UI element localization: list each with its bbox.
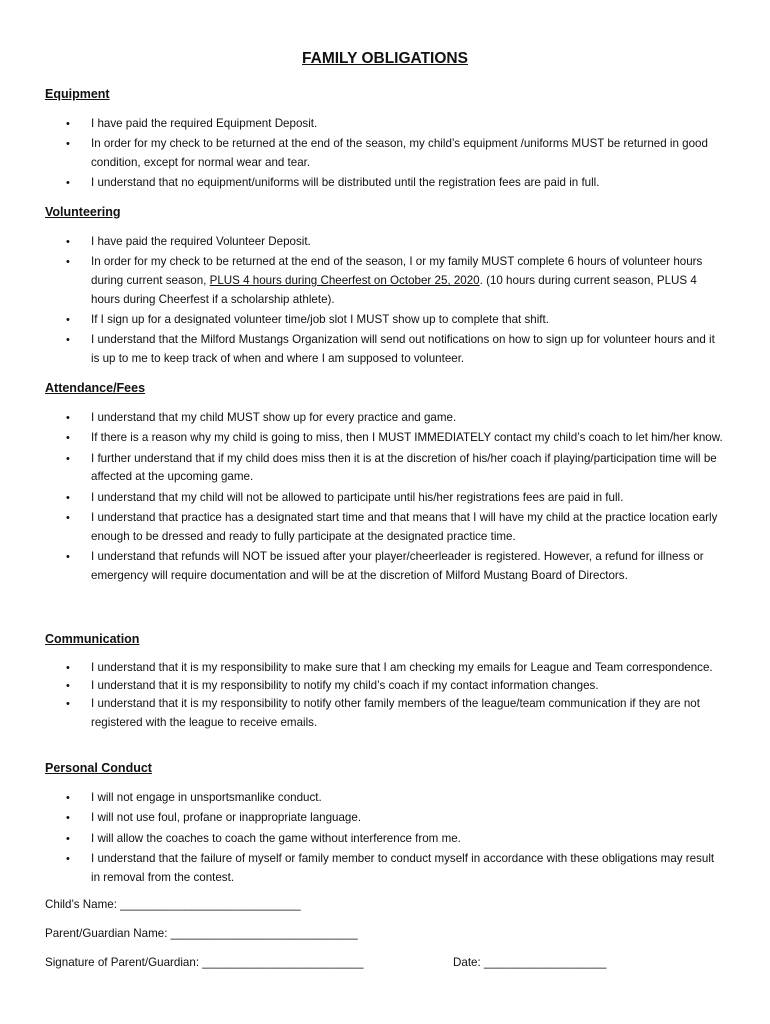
- list-item: • I understand that my child will not be allowed to participate until his/her registrations fees are paid in full.: [0, 489, 770, 508]
- bullet-icon: •: [66, 550, 70, 563]
- bullet-icon: •: [66, 852, 70, 865]
- bullet-icon: •: [66, 256, 70, 269]
- attendance-list: [0, 409, 770, 587]
- bullet-icon: •: [66, 177, 70, 190]
- list-item: • I will allow the coaches to coach the game without interference from me.: [0, 830, 770, 849]
- bullet-icon: •: [66, 452, 70, 465]
- parent-name-field: Parent/Guardian Name: _____________________________: [45, 927, 358, 940]
- list-item: • I understand that it is my responsibility to notify other family members of the league/team communication if they are not registered with the league to receive emails.: [66, 697, 700, 729]
- bullet-icon: •: [66, 662, 70, 674]
- section-heading-attendance: Attendance/Fees: [45, 381, 146, 395]
- date-field: Date: ___________________: [453, 956, 607, 969]
- list-item: • If I sign up for a designated volunteer time/job slot I MUST show up to complete that shift.: [0, 311, 770, 330]
- list-item: • I have paid the required Equipment Deposit.: [0, 115, 770, 134]
- bullet-icon: •: [66, 138, 70, 151]
- bullet-icon: •: [66, 792, 70, 804]
- bullet-icon: •: [66, 491, 70, 504]
- list-item: • I understand that no equipment/uniforms will be distributed until the registration fees are paid in full.: [0, 174, 770, 193]
- section-heading-communication: Communication: [45, 632, 140, 646]
- signature-field: Signature of Parent/Guardian: _________________________: [45, 956, 364, 969]
- cheerfest-date-text: PLUS 4 hours during Cheerfest on October 25, 2020: [209, 274, 480, 287]
- communication-list: [0, 659, 770, 732]
- bullet-icon: •: [66, 412, 70, 424]
- section-heading-volunteering: Volunteering: [45, 205, 121, 219]
- equipment-list: [0, 115, 770, 195]
- bullet-icon: •: [66, 680, 70, 693]
- list-item: • I understand that my child MUST show up for every practice and game.: [0, 409, 770, 428]
- list-item: • I further understand that if my child does miss then it is at the discretion of his/her coach if playing/participation time will be affected at the upcoming game.: [66, 451, 717, 484]
- list-item: • In order for my check to be returned at the end of the season, my child’s equipment /uniforms MUST be returned in good condition, except for normal wear and tear.: [66, 137, 708, 169]
- child-name-field: Child’s Name: ____________________________: [45, 898, 301, 911]
- list-item: • I understand that it is my responsibility to make sure that I am checking my emails for League and Team correspondence.: [0, 659, 770, 677]
- list-item: • I have paid the required Volunteer Deposit.: [0, 233, 770, 252]
- bullet-icon: •: [66, 812, 70, 825]
- conduct-list: [0, 789, 770, 889]
- section-heading-equipment: Equipment: [45, 87, 110, 101]
- list-item: • I understand that practice has a designated start time and that means that I will have my child at the practice location early enough to be dressed and ready to fully participate at the designated practice time.: [66, 510, 718, 543]
- bullet-icon: •: [66, 118, 70, 130]
- list-item: • In order for my check to be returned at the end of the season, I or my family MUST complete 6 hours of volunteer hours during current season, PLUS 4 hours during Cheerfest on October 25, 2020. (10 hours during current season, PLUS 4 hours during Cheerfest if a scholarship athlete).: [66, 255, 703, 306]
- bullet-icon: •: [66, 432, 70, 445]
- volunteering-list: [0, 233, 770, 370]
- bullet-icon: •: [66, 698, 70, 711]
- bullet-icon: •: [66, 832, 70, 845]
- list-item: • I understand that the Milford Mustangs Organization will send out notifications on how to sign up for volunteer hours and it is up to me to keep track of when and where I am supposed to volunteer.: [66, 333, 715, 365]
- bullet-icon: •: [66, 511, 70, 524]
- bullet-icon: •: [66, 236, 70, 248]
- page-title: FAMILY OBLIGATIONS: [302, 50, 468, 67]
- list-item: • I understand that the failure of myself or family member to conduct myself in accordance with these obligations may result in removal from the contest.: [66, 851, 715, 884]
- list-item: • If there is a reason why my child is going to miss, then I MUST IMMEDIATELY contact my child’s coach to let him/her know.: [0, 429, 770, 448]
- bullet-icon: •: [66, 314, 70, 326]
- list-item: • I will not engage in unsportsmanlike conduct.: [0, 789, 770, 808]
- bullet-icon: •: [66, 334, 70, 347]
- list-item: • I understand that it is my responsibility to notify my child’s coach if my contact information changes.: [0, 677, 770, 695]
- list-item: • I will not use foul, profane or inappropriate language.: [0, 809, 770, 828]
- section-heading-personal-conduct: Personal Conduct: [45, 761, 152, 775]
- list-item: • I understand that refunds will NOT be issued after your player/cheerleader is registered. However, a refund for illness or emergency will require documentation and will be at the discretion of Milford Mustang Board of Directors.: [66, 549, 704, 582]
